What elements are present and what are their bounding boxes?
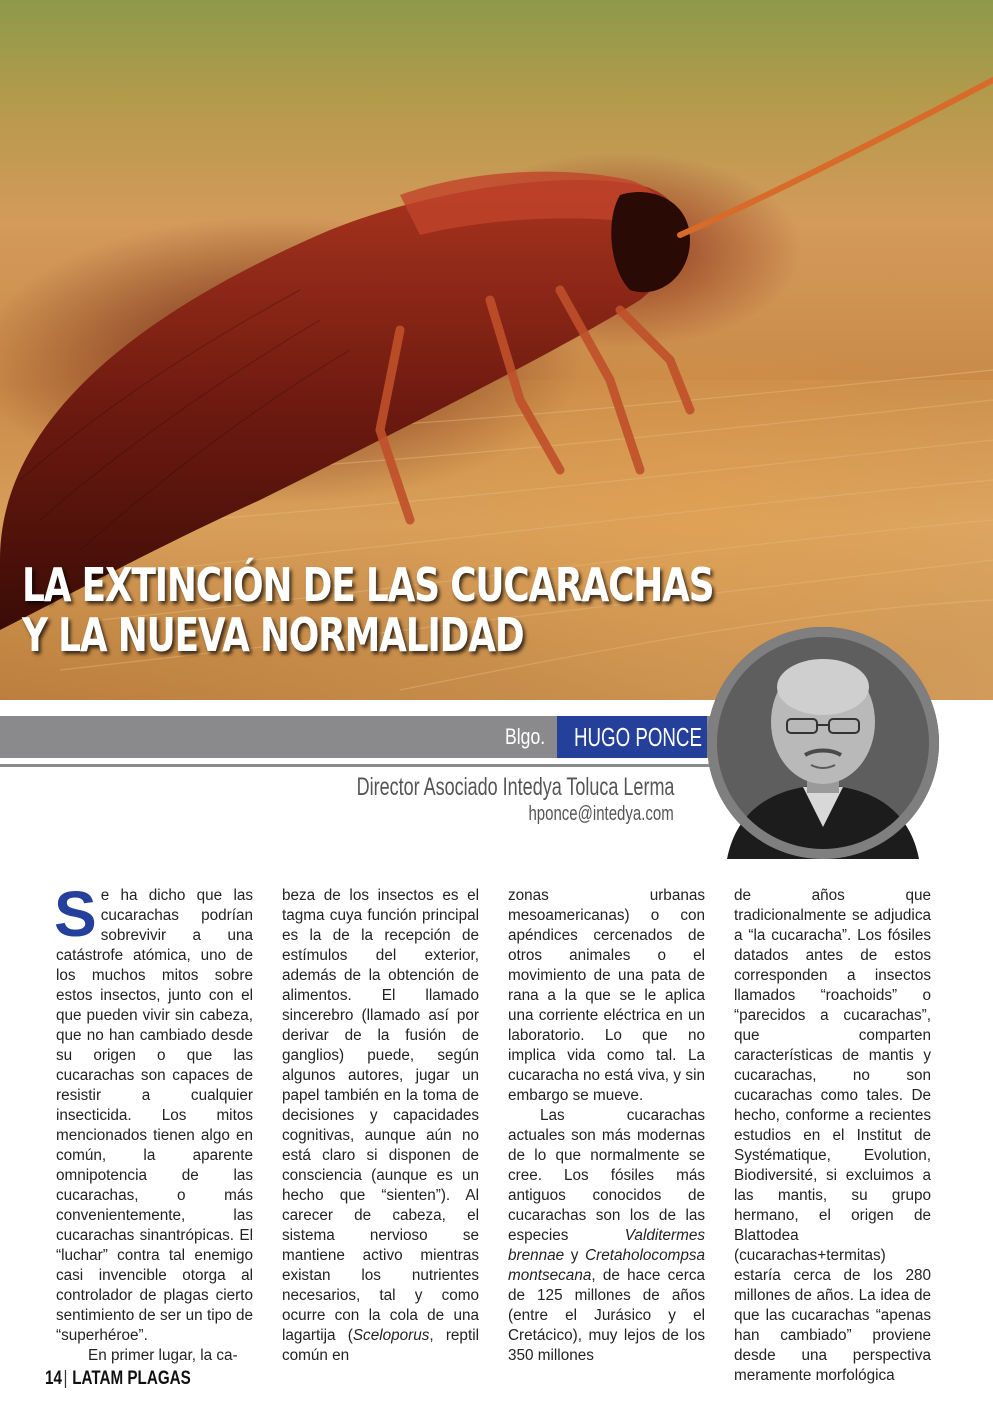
author-name: HUGO PONCE — [574, 722, 702, 752]
paragraph-text: , de hace cerca de 125 millones de años (entre el Jurásico y el Cretácico), muy lejos de los 350 millones — [508, 1267, 705, 1364]
paragraph — [282, 886, 479, 1366]
page-number: 14 — [45, 1368, 62, 1389]
paragraph: En primer lugar, la ca- — [88, 1347, 238, 1364]
column-4 — [734, 886, 931, 1384]
portrait-frame — [707, 627, 939, 859]
paragraph-text: y — [564, 1247, 586, 1264]
article-title-line-2: Y LA NUEVA NORMALIDAD — [22, 608, 524, 662]
author-role: Director Asociado Intedya Toluca Lerma — [356, 773, 674, 801]
author-prefix: Blgo. — [505, 724, 546, 749]
column-3 — [508, 886, 705, 1364]
author-bar-divider — [0, 764, 710, 767]
column-1 — [54, 878, 253, 1364]
page-footer — [45, 1368, 191, 1390]
author-portrait — [707, 627, 939, 859]
publication-name: LATAM PLAGAS — [72, 1368, 191, 1389]
paragraph — [54, 878, 253, 1346]
paragraph: de años que tradicionalmente se adjudica a “la cucaracha”. Los fósiles datados antes de estos corresponden a insectos llamados “roachoids” o “parecidos a cucarachas”, que comparten características de mantis y cucarachas, no son cucarachas como tales. De hecho, conforme a recientes estudios en el Institut de Systématique, Evolution, Biodiversité, si excluimos a las mantis, su grupo hermano, el origen de Blattodea (cucarachas+termitas) estaría cerca de los 280 millones de años. La idea de que las cucarachas “apenas han cambiado” proviene desde una perspectiva meramente morfológica — [734, 887, 931, 1384]
footer-separator: | — [63, 1368, 68, 1389]
article-title-line-1: LA EXTINCIÓN DE LAS CUCARACHAS — [22, 558, 714, 612]
paragraph — [508, 1106, 705, 1366]
drop-cap: S — [54, 878, 97, 950]
species-name: Valditermes brennae — [508, 1227, 705, 1264]
paragraph-text: e ha dicho que las cucarachas podrían sobrevivir a una catástrofe atómica, uno de los muchos mitos sobre estos insectos, junto con el que pueden vivir sin cabeza, que no han cambiado desde su origen o que las cucarachas son capaces de resistir a cualquier insecticida. Los mitos mencionados tienen algo en común, la aparente omnipotencia de las cucarachas, o más convenientemente, las cucarachas sinantrópicas. El “luchar” contra tal enemigo casi invencible otorga al controlador de plagas cierto sentimiento de ser un tipo de “superhéroe”. — [56, 887, 253, 1344]
article-title — [22, 560, 713, 660]
paragraph-text: , reptil común en — [282, 1327, 479, 1364]
paragraph-text: beza de los insectos es el tagma cuya función principal es la de la recepción de estímulos del exterior, además de la obtención de alimentos. El llamado sincerebro (llamado así por derivar de la fusión de ganglios) puede, según algunos autores, jugar un papel también en la toma de decisiones y capacidades cognitivas, aunque aún no está claro si disponen de consciencia (aunque es un hecho que “sienten”). Al carecer de cabeza, el sistema nervioso se mantiene activo mientras existan los nutrientes necesarios, tal y como ocurre con la cola de una lagartija ( — [282, 887, 479, 1344]
species-name: Cretaholocompsa montsecana — [508, 1247, 705, 1284]
paragraph: zonas urbanas mesoamericanas) o con apéndices cercenados de otros animales o el movimiento de una pata de rana a la que se le aplica una corriente eléctrica en un laboratorio. Lo que no implica vida como tal. La cucaracha no está viva, y sin embargo se mueve. — [508, 887, 705, 1104]
hero-photo — [0, 0, 993, 700]
column-2 — [282, 886, 479, 1364]
species-name: Sceloporus — [352, 1327, 430, 1344]
paragraph-text: Las cucarachas actuales son más modernas de lo que normalmente se cree. Los fósiles más antiguos conocidos de cucarachas son los de las especies — [508, 1107, 705, 1244]
author-email[interactable]: hponce@intedya.com — [528, 803, 674, 825]
